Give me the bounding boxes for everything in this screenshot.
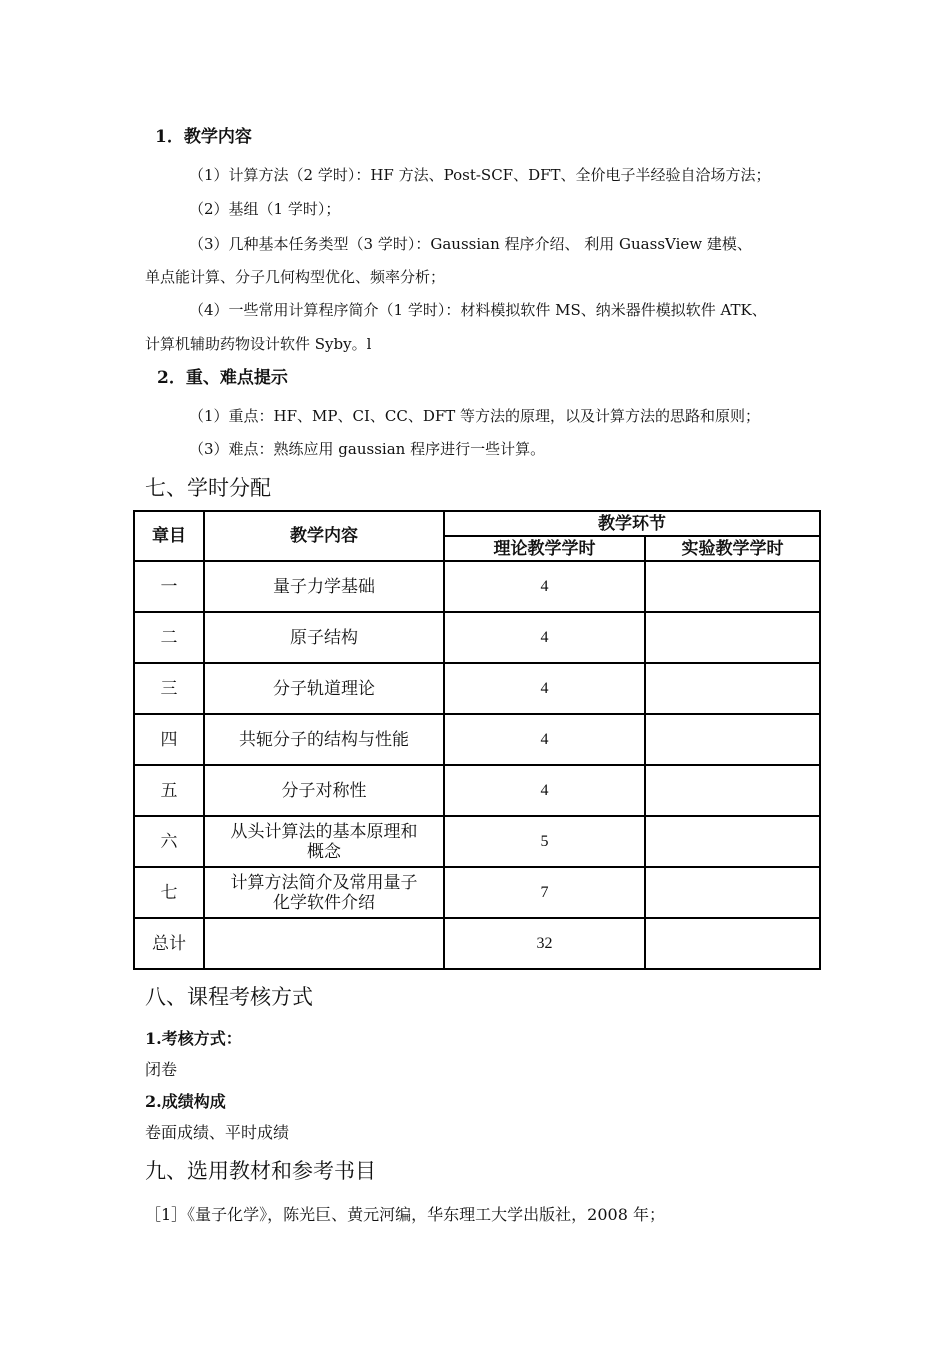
theory-hours-cell: 7 bbox=[444, 867, 645, 918]
assessment-method-label: 1.考核方式： bbox=[145, 1029, 242, 1048]
content-cell: 共轭分子的结构与性能 bbox=[204, 714, 444, 765]
theory-hours-cell: 32 bbox=[444, 918, 645, 969]
chapter-cell: 七 bbox=[134, 867, 204, 918]
content-cell: 原子结构 bbox=[204, 612, 444, 663]
theory-hours-cell: 4 bbox=[444, 561, 645, 612]
reference-item: ［1］《量子化学》，陈光巨、黄元河编，华东理工大学出版社，2008 年； bbox=[145, 1205, 665, 1224]
hours-allocation-table bbox=[133, 510, 821, 970]
lab-hours-cell bbox=[645, 612, 820, 663]
teaching-content-item-3-line-1: （3）几种基本任务类型（3 学时）：Gaussian 程序介绍、 利用 GuassView 建模、 bbox=[189, 235, 752, 253]
lab-hours-cell bbox=[645, 714, 820, 765]
hours-allocation-heading: 七、学时分配 bbox=[145, 476, 271, 500]
header-lab-hours: 实验教学学时 bbox=[645, 536, 820, 561]
content-cell: 分子轨道理论 bbox=[204, 663, 444, 714]
content-cell: 分子对称性 bbox=[204, 765, 444, 816]
content-cell bbox=[204, 918, 444, 969]
teaching-content-heading: 1．教学内容 bbox=[155, 127, 252, 147]
chapter-cell: 五 bbox=[134, 765, 204, 816]
theory-hours-cell: 4 bbox=[444, 663, 645, 714]
lab-hours-cell bbox=[645, 867, 820, 918]
textbooks-heading: 九、选用教材和参考书目 bbox=[145, 1159, 376, 1183]
theory-hours-cell: 5 bbox=[444, 816, 645, 867]
header-theory-hours: 理论教学学时 bbox=[444, 536, 645, 561]
theory-hours-cell: 4 bbox=[444, 612, 645, 663]
table-row bbox=[134, 612, 820, 663]
teaching-content-item-3-line-2: 单点能计算、分子几何构型优化、频率分析； bbox=[145, 268, 446, 286]
teaching-content-item-4-line-2: 计算机辅助药物设计软件 Syby。l bbox=[145, 335, 372, 353]
header-content: 教学内容 bbox=[204, 511, 444, 561]
grade-composition-label: 2.成绩构成 bbox=[145, 1092, 226, 1111]
content-cell bbox=[204, 867, 444, 918]
difficult-point-text: （3）难点：熟练应用 gaussian 程序进行一些计算。 bbox=[189, 440, 546, 458]
grade-composition-value: 卷面成绩、平时成绩 bbox=[145, 1123, 290, 1142]
lab-hours-cell bbox=[645, 765, 820, 816]
table-row bbox=[134, 867, 820, 918]
content-line: 概念 bbox=[307, 841, 341, 862]
table-row bbox=[134, 561, 820, 612]
chapter-cell: 总计 bbox=[134, 918, 204, 969]
lab-hours-cell bbox=[645, 663, 820, 714]
teaching-content-item-4-line-1: （4）一些常用计算程序简介（1 学时）：材料模拟软件 MS、纳米器件模拟软件 ATK、 bbox=[189, 301, 767, 319]
table-row bbox=[134, 765, 820, 816]
header-chapter: 章目 bbox=[134, 511, 204, 561]
assessment-method-value: 闭卷 bbox=[145, 1060, 178, 1079]
key-point-text: （1）重点：HF、MP、CI、CC、DFT 等方法的原理，以及计算方法的思路和原则； bbox=[189, 407, 761, 425]
chapter-cell: 一 bbox=[134, 561, 204, 612]
assessment-heading: 八、课程考核方式 bbox=[145, 985, 313, 1009]
content-line: 化学软件介绍 bbox=[273, 892, 375, 913]
table-row bbox=[134, 918, 820, 969]
lab-hours-cell bbox=[645, 561, 820, 612]
chapter-cell: 六 bbox=[134, 816, 204, 867]
content-cell bbox=[204, 816, 444, 867]
teaching-content-item-2: （2）基组（1 学时）； bbox=[189, 200, 341, 218]
content-cell: 量子力学基础 bbox=[204, 561, 444, 612]
table-row bbox=[134, 816, 820, 867]
chapter-cell: 二 bbox=[134, 612, 204, 663]
key-points-heading: 2．重、难点提示 bbox=[157, 368, 288, 388]
table-row bbox=[134, 663, 820, 714]
lab-hours-cell bbox=[645, 918, 820, 969]
header-teaching-stage: 教学环节 bbox=[444, 511, 820, 536]
chapter-cell: 三 bbox=[134, 663, 204, 714]
lab-hours-cell bbox=[645, 816, 820, 867]
table-row bbox=[134, 714, 820, 765]
theory-hours-cell: 4 bbox=[444, 765, 645, 816]
chapter-cell: 四 bbox=[134, 714, 204, 765]
content-line: 从头计算法的基本原理和 bbox=[230, 821, 418, 842]
content-line: 计算方法简介及常用量子 bbox=[230, 872, 418, 893]
teaching-content-item-1: （1）计算方法（2 学时）：HF 方法、Post-SCF、DFT、全价电子半经验自洽场方法； bbox=[189, 166, 771, 184]
theory-hours-cell: 4 bbox=[444, 714, 645, 765]
